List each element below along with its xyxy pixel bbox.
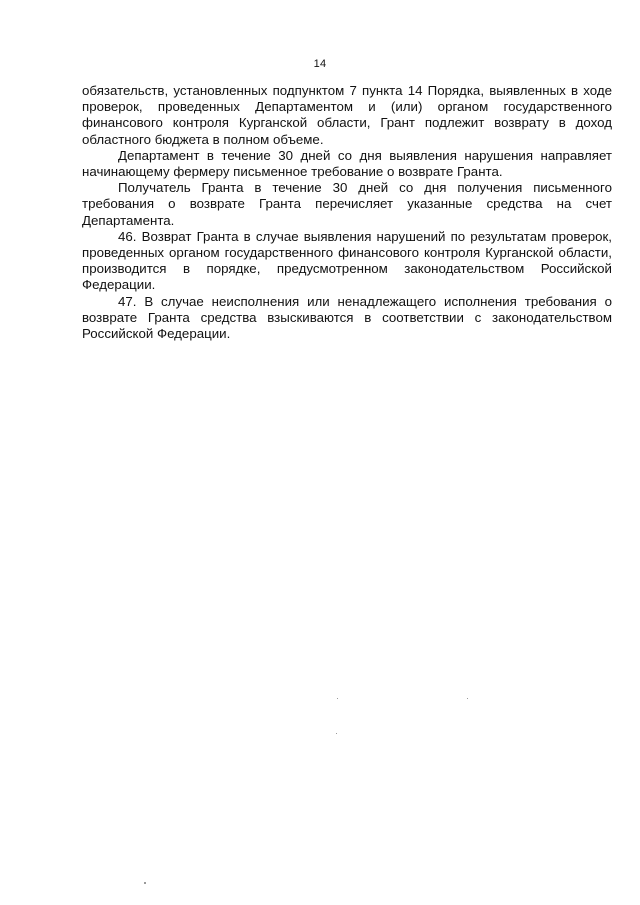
paragraph-item-47: 47. В случае неисполнения или ненадлежащего исполнения требования о возврате Гранта средства взыскиваются в соответствии с законодательством Российской Федерации. [82,293,612,342]
document-body [82,83,612,342]
paragraph-item-46: 46. Возврат Гранта в случае выявления нарушений по результатам проверок, проведенных органом государственного финансового контроля Курганской области, производится в порядке, предусмотренном законодательством Российской Федерации. [82,228,612,293]
page-number: 14 [313,58,327,70]
scan-speck [337,698,338,699]
scan-speck [336,733,337,734]
scan-speck [144,882,146,884]
paragraph-continuation: обязательств, установленных подпунктом 7 пункта 14 Порядка, выявленных в ходе проверок, проведенных Департаментом и (или) органом государственного финансового контроля Курганской области, Грант подлежит возврату в доход областного бюджета в полном объеме. [82,83,612,147]
paragraph-recipient-transfer: Получатель Гранта в течение 30 дней со дня получения письменного требования о возврате Гранта перечисляет указанные средства на счет Департамента. [82,180,612,228]
scan-speck [467,698,468,699]
paragraph-department-notice: Департамент в течение 30 дней со дня выявления нарушения направляет начинающему фермеру письменное требование о возврате Гранта. [82,147,612,180]
